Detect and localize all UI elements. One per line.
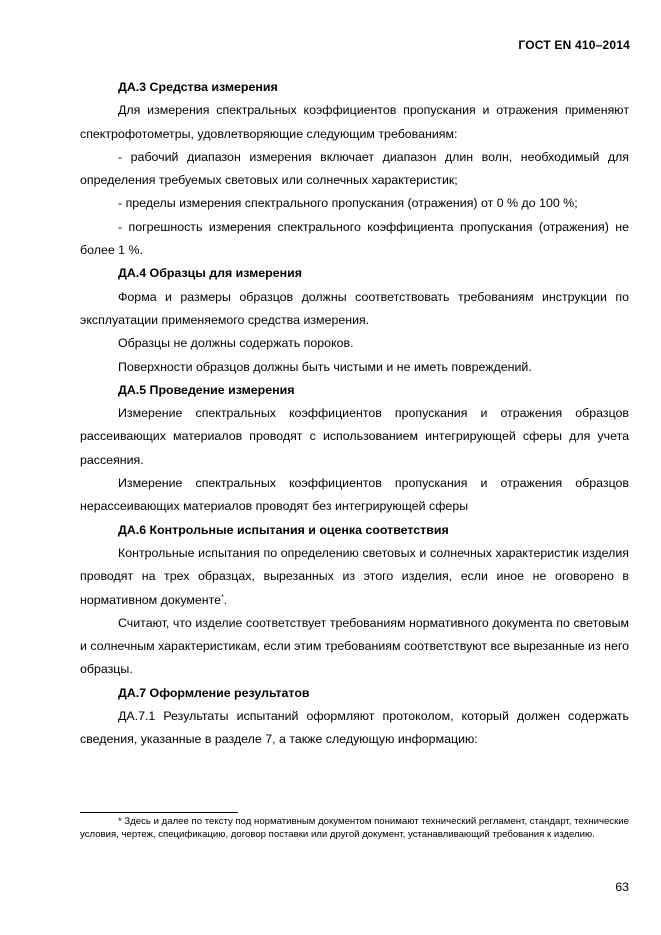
footnote-divider bbox=[80, 812, 238, 813]
footnote-mark: * bbox=[221, 593, 224, 601]
document-code-header: ГОСТ EN 410–2014 bbox=[518, 38, 630, 52]
paragraph: Поверхности образцов должны быть чистыми и не иметь повреждений. bbox=[118, 359, 532, 374]
paragraph: Образцы не должны содержать пороков. bbox=[118, 336, 354, 351]
paragraph: Измерение спектральных коэффициентов пропускания и отражения образцов рассеивающих материалов проводят с использованием интегрирующей сферы для учета рассеяния. bbox=[80, 406, 629, 467]
page-number: 63 bbox=[615, 880, 629, 894]
section-heading-da4: ДА.4 Образцы для измерения bbox=[118, 266, 302, 281]
paragraph: Измерение спектральных коэффициентов пропускания и отражения образцов нерассеивающих материалов проводят без интегрирующей сферы bbox=[80, 476, 629, 514]
section-heading-da3: ДА.3 Средства измерения bbox=[118, 80, 278, 94]
main-text bbox=[80, 76, 629, 752]
paragraph: Считают, что изделие соответствует требованиям нормативного документа по световым и солнечным характеристикам, если этим требованиям соответствуют все вырезанные из него образцы. bbox=[80, 615, 629, 677]
list-item: - пределы измерения спектрального пропускания (отражения) от 0 % до 100 %; bbox=[118, 196, 578, 211]
section-heading-da7: ДА.7 Оформление результатов bbox=[118, 685, 310, 700]
paragraph bbox=[80, 542, 629, 612]
list-item: - погрешность измерения спектрального коэффициента пропускания (отражения) не более 1 %. bbox=[80, 219, 629, 258]
section-heading-da5: ДА.5 Проведение измерения bbox=[118, 382, 295, 397]
paragraph: ДА.7.1 Результаты испытаний оформляют протоколом, который должен содержать сведения, указанные в разделе 7, а также следующую информацию: bbox=[80, 709, 629, 747]
paragraph-end: . bbox=[223, 592, 228, 607]
paragraph: Форма и размеры образцов должны соответствовать требованиям инструкции по эксплуатации применяемого средства измерения. bbox=[80, 289, 629, 327]
section-heading-da6: ДА.6 Контрольные испытания и оценка соответствия bbox=[118, 522, 449, 537]
list-item: - рабочий диапазон измерения включает диапазон длин волн, необходимый для определения требуемых световых или солнечных характеристик; bbox=[80, 149, 629, 188]
footnote: * Здесь и далее по тексту под нормативным документом понимают технический регламент, стандарт, технические условия, чертеж, спецификацию, договор поставки или другой документ, устанавливающий требования к изделию. bbox=[80, 816, 629, 840]
paragraph-text: Контрольные испытания по определению световых и солнечных характеристик изделия проводят на трех образцах, вырезанных из этого изделия, если иное не оговорено в нормативном документе bbox=[80, 545, 629, 607]
paragraph: Для измерения спектральных коэффициентов пропускания и отражения применяют спектрофотометры, удовлетворяющие следующим требованиям: bbox=[80, 103, 629, 141]
